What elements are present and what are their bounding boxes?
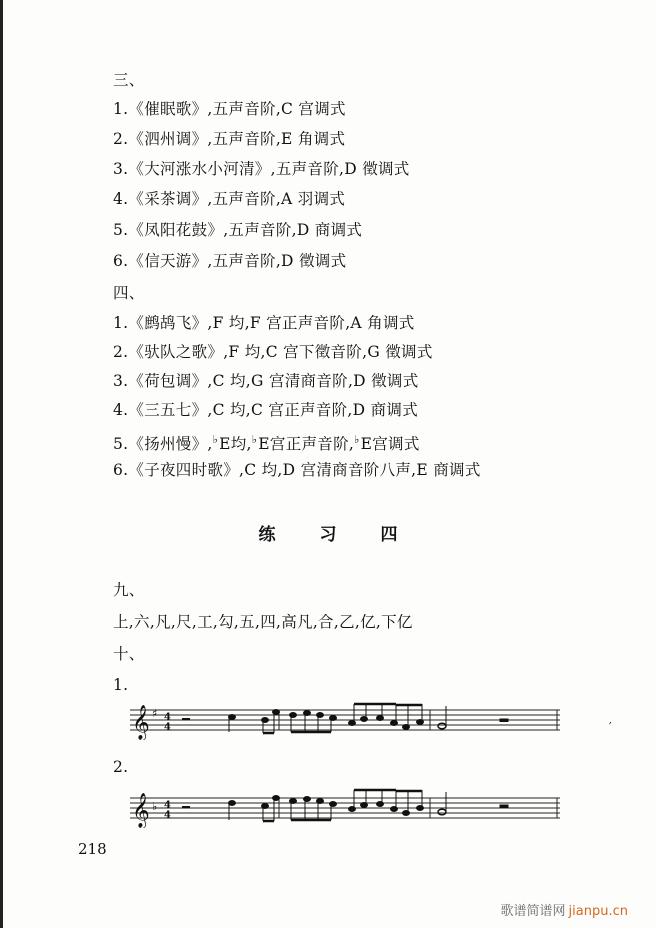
example-label: 2.: [113, 758, 129, 776]
flat-sign: ♭: [354, 433, 360, 446]
item-part: E宫正声音阶,: [258, 435, 355, 453]
list-item: 3.《大河涨水小河清》,五声音阶,D 徵调式: [113, 160, 410, 178]
list-item: 4.《采茶调》,五声音阶,A 羽调式: [113, 190, 346, 208]
list-item: 5.《凤阳花鼓》,五声音阶,D 商调式: [113, 221, 363, 239]
svg-text:4: 4: [164, 722, 171, 733]
page-edge: [0, 0, 3, 928]
item-part: E均,: [219, 435, 252, 453]
watermark-cn: 歌谱简谱网: [500, 904, 566, 919]
svg-text:4: 4: [164, 712, 171, 723]
exercise-title: 练 习 四: [258, 525, 398, 545]
svg-text:4: 4: [164, 810, 171, 821]
list-item: 6.《子夜四时歌》,C 均,D 宫清商音阶八声,E 商调式: [113, 461, 481, 479]
svg-text:4: 4: [164, 800, 171, 811]
answer-text: 上,六,凡,尺,工,勾,五,四,高凡,合,乙,亿,下亿: [113, 613, 413, 631]
list-item: 1.《催眠歌》,五声音阶,C 宫调式: [113, 100, 346, 118]
section-heading-san: 三、: [113, 71, 145, 89]
watermark: [501, 900, 628, 919]
list-item: 4.《三五七》,C 均,C 宫正声音阶,D 商调式: [113, 401, 418, 419]
svg-text:♯: ♯: [152, 707, 158, 720]
item-part: E宫调式: [360, 435, 420, 453]
svg-text:♭: ♭: [152, 800, 158, 813]
flat-sign: ♭: [212, 433, 219, 446]
music-staff-2: [130, 788, 560, 828]
stray-mark: ′: [609, 720, 612, 734]
section-heading-shi: 十、: [113, 645, 145, 663]
item-prefix: 5.《扬州慢》,: [113, 435, 213, 453]
list-item: 2.《泗州调》,五声音阶,E 角调式: [113, 130, 346, 148]
list-item: 6.《信天游》,五声音阶,D 徵调式: [113, 252, 347, 270]
page-number: 218: [78, 840, 107, 858]
section-heading-si: 四、: [113, 284, 145, 302]
svg-text:𝄞: 𝄞: [132, 793, 150, 828]
music-staff-1: [130, 700, 560, 740]
list-item: 3.《荷包调》,C 均,G 宫清商音阶,D 徵调式: [113, 372, 419, 390]
svg-text:𝄞: 𝄞: [132, 705, 150, 740]
list-item: 1.《鹧鸪飞》,F 均,F 宫正声音阶,A 角调式: [113, 314, 415, 332]
list-item: 2.《驮队之歌》,F 均,C 宫下徵音阶,G 徵调式: [113, 343, 433, 361]
watermark-en: jianpu.cn: [568, 904, 628, 919]
example-label: 1.: [113, 676, 129, 694]
list-item: [113, 430, 420, 454]
flat-sign: ♭: [251, 433, 258, 446]
section-heading-jiu: 九、: [113, 581, 145, 599]
